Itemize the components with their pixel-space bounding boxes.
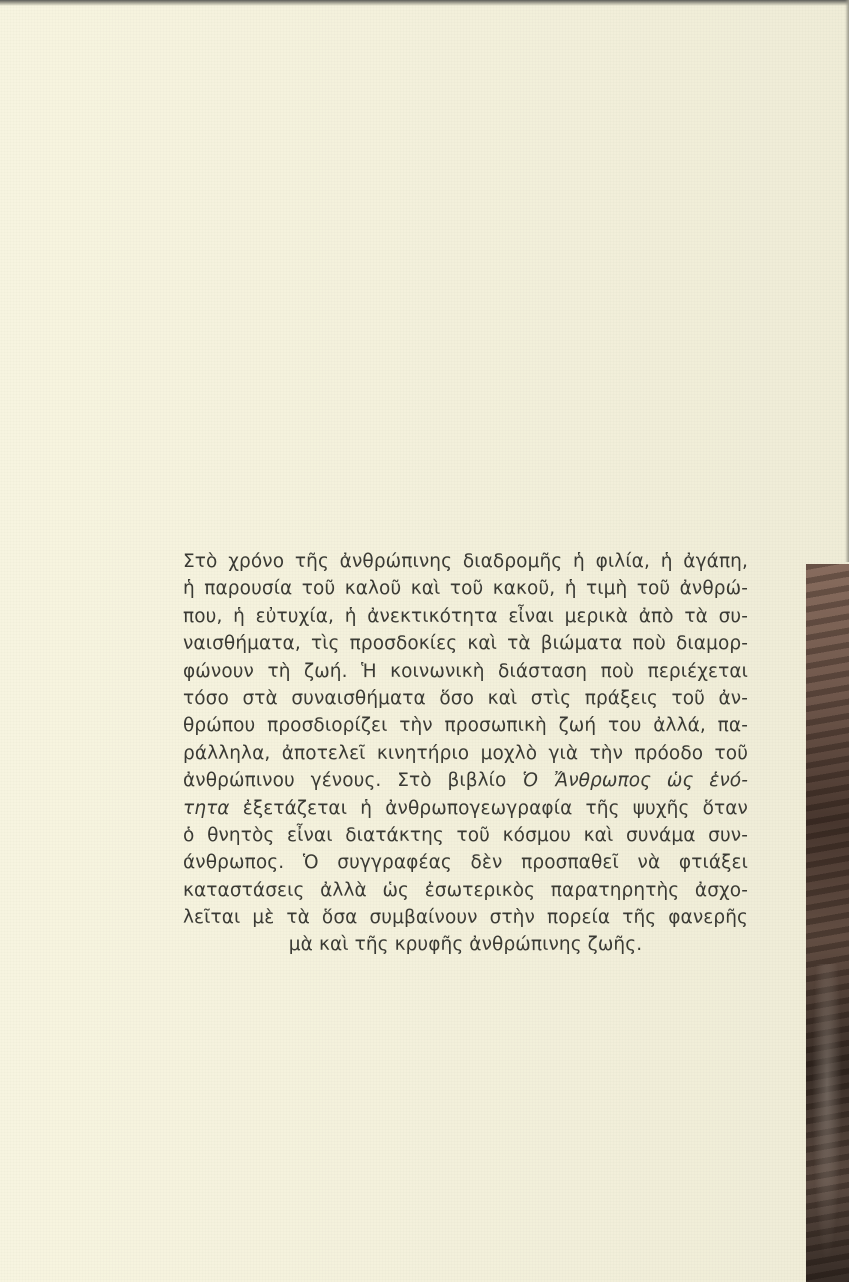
blurb-line: καταστάσεις ἀλλὰ ὡς ἐσωτερικὸς παρατηρητὴς ἀσχο- — [183, 879, 748, 901]
blurb-line: θρώπου προσδιορίζει τὴν προσωπικὴ ζωή του ἀλλά, πα- — [183, 715, 748, 737]
blurb-line: λεῖται μὲ τὰ ὅσα συμβαίνουν στὴν πορεία τῆς φανερῆς — [183, 907, 748, 929]
blurb-line: ἀνθρώπινου γένους. Στὸ βιβλίο Ὁ Ἄνθρωπος ὡς ἑνό- — [183, 770, 748, 792]
blurb-line: ναισθήματα, τὶς προσδοκίες καὶ τὰ βιώματα ποὺ διαμορ- — [183, 633, 748, 655]
blurb-line: ἡ παρουσία τοῦ καλοῦ καὶ τοῦ κακοῦ, ἡ τιμὴ τοῦ ἀνθρώ- — [183, 578, 748, 600]
cover-photo-strip — [806, 564, 849, 1282]
blurb-line: ὁ θνητὸς εἶναι διατάκτης τοῦ κόσμου καὶ συνάμα συν- — [183, 824, 748, 846]
back-cover-blurb — [183, 548, 748, 959]
blurb-line: άνθρωπος. Ὁ συγγραφέας δὲν προσπαθεῖ νὰ φτιάξει — [183, 852, 748, 874]
blurb-line: τόσο στὰ συναισθήματα ὅσο καὶ στὶς πράξεις τοῦ ἀν- — [183, 687, 748, 709]
blurb-line: φώνουν τὴ ζωή. Ἡ κοινωνικὴ διάσταση ποὺ περιέχεται — [183, 660, 748, 682]
blurb-line: τητα ἐξετάζεται ἡ ἀνθρωπογεωγραφία τῆς ψυχῆς ὅταν — [183, 797, 748, 819]
blurb-line: ράλληλα, ἀποτελεῖ κινητήριο μοχλὸ γιὰ τὴν πρόοδο τοῦ — [183, 742, 748, 764]
book-title-italic: τητα — [183, 797, 230, 819]
blurb-line: Στὸ χρόνο τῆς ἀνθρώπινης διαδρομῆς ἡ φιλία, ἡ ἀγάπη, — [183, 551, 748, 572]
blurb-line-last: μὰ καὶ τῆς κρυφῆς ἀνθρώπινης ζωῆς. — [288, 934, 643, 956]
blurb-line: που, ἡ εὐτυχία, ἡ ἀνεκτικότητα εἶναι μερικὰ ἀπὸ τὰ συ- — [183, 605, 748, 627]
cover-right-edge — [845, 0, 849, 562]
book-title-italic: Ὁ Ἄνθρωπος ὡς ἑνό- — [522, 770, 748, 792]
cover-top-edge — [0, 0, 849, 6]
